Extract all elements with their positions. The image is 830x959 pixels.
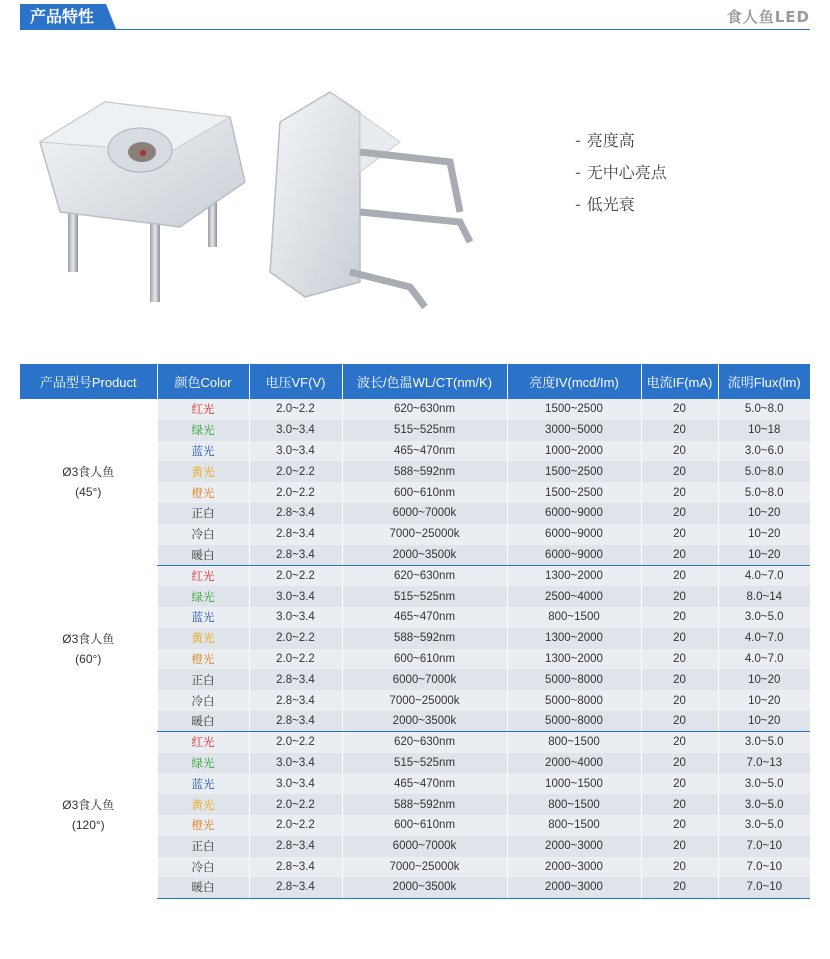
color-cell: 蓝光 bbox=[157, 441, 249, 462]
model-angle: (60°) bbox=[75, 651, 102, 666]
voltage-cell: 2.8~3.4 bbox=[249, 545, 342, 566]
wavelength-cell: 620~630nm bbox=[342, 399, 507, 420]
color-cell: 蓝光 bbox=[157, 607, 249, 628]
flux-cell: 10~20 bbox=[718, 711, 810, 732]
wavelength-cell: 465~470nm bbox=[342, 773, 507, 794]
color-cell: 红光 bbox=[157, 732, 249, 753]
brightness-cell: 2000~3000 bbox=[507, 877, 641, 898]
feature-item bbox=[575, 130, 667, 162]
voltage-cell: 3.0~3.4 bbox=[249, 420, 342, 441]
wavelength-cell: 620~630nm bbox=[342, 565, 507, 586]
flux-cell: 3.0~5.0 bbox=[718, 732, 810, 753]
brand-name: 食人鱼LED bbox=[726, 8, 810, 26]
wavelength-cell: 515~525nm bbox=[342, 420, 507, 441]
flux-cell: 5.0~8.0 bbox=[718, 461, 810, 482]
voltage-cell: 2.8~3.4 bbox=[249, 877, 342, 898]
current-cell: 20 bbox=[641, 399, 718, 420]
brightness-cell: 1000~2000 bbox=[507, 441, 641, 462]
current-cell: 20 bbox=[641, 794, 718, 815]
color-cell: 绿光 bbox=[157, 586, 249, 607]
table-row bbox=[20, 732, 810, 753]
color-cell: 黄光 bbox=[157, 461, 249, 482]
flux-cell: 3.0~5.0 bbox=[718, 773, 810, 794]
voltage-cell: 2.0~2.2 bbox=[249, 461, 342, 482]
brightness-cell: 3000~5000 bbox=[507, 420, 641, 441]
feature-dash: - bbox=[575, 195, 581, 214]
flux-cell: 3.0~6.0 bbox=[718, 441, 810, 462]
current-cell: 20 bbox=[641, 649, 718, 670]
spec-table bbox=[20, 364, 810, 899]
flux-cell: 10~20 bbox=[718, 524, 810, 545]
voltage-cell: 3.0~3.4 bbox=[249, 586, 342, 607]
flux-cell: 10~20 bbox=[718, 503, 810, 524]
flux-cell: 4.0~7.0 bbox=[718, 565, 810, 586]
current-cell: 20 bbox=[641, 545, 718, 566]
feature-item bbox=[575, 162, 667, 194]
color-cell: 红光 bbox=[157, 399, 249, 420]
voltage-cell: 2.0~2.2 bbox=[249, 628, 342, 649]
current-cell: 20 bbox=[641, 669, 718, 690]
voltage-cell: 2.8~3.4 bbox=[249, 836, 342, 857]
model-name: Ø3食人鱼 bbox=[62, 465, 115, 480]
wavelength-cell: 588~592nm bbox=[342, 461, 507, 482]
voltage-cell: 2.0~2.2 bbox=[249, 565, 342, 586]
voltage-cell: 3.0~3.4 bbox=[249, 607, 342, 628]
flux-cell: 7.0~13 bbox=[718, 753, 810, 774]
color-cell: 正白 bbox=[157, 836, 249, 857]
voltage-cell: 2.0~2.2 bbox=[249, 649, 342, 670]
wavelength-cell: 7000~25000k bbox=[342, 857, 507, 878]
col-header-color: 颜色Color bbox=[157, 364, 249, 399]
flux-cell: 3.0~5.0 bbox=[718, 607, 810, 628]
wavelength-cell: 600~610nm bbox=[342, 482, 507, 503]
wavelength-cell: 465~470nm bbox=[342, 441, 507, 462]
table-row bbox=[20, 565, 810, 586]
brightness-cell: 2500~4000 bbox=[507, 586, 641, 607]
col-header-product: 产品型号Product bbox=[20, 364, 157, 399]
brightness-cell: 6000~9000 bbox=[507, 524, 641, 545]
col-header-flux: 流明Flux(lm) bbox=[718, 364, 810, 399]
flux-cell: 5.0~8.0 bbox=[718, 399, 810, 420]
flux-cell: 3.0~5.0 bbox=[718, 815, 810, 836]
flux-cell: 10~18 bbox=[718, 420, 810, 441]
current-cell: 20 bbox=[641, 565, 718, 586]
brightness-cell: 5000~8000 bbox=[507, 690, 641, 711]
brightness-cell: 800~1500 bbox=[507, 732, 641, 753]
table-row bbox=[20, 399, 810, 420]
current-cell: 20 bbox=[641, 773, 718, 794]
model-name: Ø3食人鱼 bbox=[62, 631, 115, 646]
color-cell: 冷白 bbox=[157, 690, 249, 711]
voltage-cell: 2.0~2.2 bbox=[249, 732, 342, 753]
table-body bbox=[20, 399, 810, 898]
flux-cell: 8.0~14 bbox=[718, 586, 810, 607]
model-cell bbox=[20, 732, 157, 898]
flux-cell: 10~20 bbox=[718, 690, 810, 711]
wavelength-cell: 7000~25000k bbox=[342, 690, 507, 711]
voltage-cell: 3.0~3.4 bbox=[249, 773, 342, 794]
current-cell: 20 bbox=[641, 836, 718, 857]
current-cell: 20 bbox=[641, 461, 718, 482]
brightness-cell: 1300~2000 bbox=[507, 649, 641, 670]
color-cell: 蓝光 bbox=[157, 773, 249, 794]
flux-cell: 7.0~10 bbox=[718, 877, 810, 898]
wavelength-cell: 2000~3500k bbox=[342, 877, 507, 898]
flux-cell: 5.0~8.0 bbox=[718, 482, 810, 503]
feature-dash: - bbox=[575, 163, 581, 182]
current-cell: 20 bbox=[641, 503, 718, 524]
voltage-cell: 3.0~3.4 bbox=[249, 441, 342, 462]
color-cell: 暖白 bbox=[157, 545, 249, 566]
brightness-cell: 2000~4000 bbox=[507, 753, 641, 774]
wavelength-cell: 6000~7000k bbox=[342, 503, 507, 524]
wavelength-cell: 465~470nm bbox=[342, 607, 507, 628]
color-cell: 橙光 bbox=[157, 482, 249, 503]
flux-cell: 4.0~7.0 bbox=[718, 628, 810, 649]
current-cell: 20 bbox=[641, 586, 718, 607]
voltage-cell: 2.0~2.2 bbox=[249, 482, 342, 503]
brightness-cell: 800~1500 bbox=[507, 794, 641, 815]
flux-cell: 7.0~10 bbox=[718, 836, 810, 857]
model-angle: (120°) bbox=[71, 817, 105, 832]
voltage-cell: 2.8~3.4 bbox=[249, 857, 342, 878]
current-cell: 20 bbox=[641, 877, 718, 898]
current-cell: 20 bbox=[641, 482, 718, 503]
voltage-cell: 2.0~2.2 bbox=[249, 399, 342, 420]
brightness-cell: 1300~2000 bbox=[507, 565, 641, 586]
brightness-cell: 5000~8000 bbox=[507, 711, 641, 732]
brightness-cell: 1500~2500 bbox=[507, 482, 641, 503]
feature-text: 无中心亮点 bbox=[586, 163, 667, 182]
color-cell: 黄光 bbox=[157, 628, 249, 649]
section-title: 产品特性 bbox=[20, 4, 106, 29]
feature-text: 亮度高 bbox=[586, 131, 635, 150]
col-header-current: 电流IF(mA) bbox=[641, 364, 718, 399]
wavelength-cell: 515~525nm bbox=[342, 753, 507, 774]
current-cell: 20 bbox=[641, 753, 718, 774]
current-cell: 20 bbox=[641, 420, 718, 441]
model-cell bbox=[20, 399, 157, 565]
color-cell: 绿光 bbox=[157, 420, 249, 441]
wavelength-cell: 588~592nm bbox=[342, 794, 507, 815]
current-cell: 20 bbox=[641, 524, 718, 545]
color-cell: 冷白 bbox=[157, 524, 249, 545]
color-cell: 橙光 bbox=[157, 815, 249, 836]
col-header-brightness: 亮度IV(mcd/Im) bbox=[507, 364, 641, 399]
color-cell: 绿光 bbox=[157, 753, 249, 774]
flux-cell: 10~20 bbox=[718, 669, 810, 690]
led-product-image bbox=[30, 82, 500, 317]
color-cell: 红光 bbox=[157, 565, 249, 586]
wavelength-cell: 2000~3500k bbox=[342, 711, 507, 732]
color-cell: 正白 bbox=[157, 669, 249, 690]
col-header-voltage: 电压VF(V) bbox=[249, 364, 342, 399]
col-header-wavelength: 波长/色温WL/CT(nm/K) bbox=[342, 364, 507, 399]
voltage-cell: 2.8~3.4 bbox=[249, 711, 342, 732]
current-cell: 20 bbox=[641, 857, 718, 878]
current-cell: 20 bbox=[641, 732, 718, 753]
wavelength-cell: 588~592nm bbox=[342, 628, 507, 649]
wavelength-cell: 600~610nm bbox=[342, 649, 507, 670]
wavelength-cell: 7000~25000k bbox=[342, 524, 507, 545]
feature-text: 低光衰 bbox=[586, 195, 635, 214]
wavelength-cell: 600~610nm bbox=[342, 815, 507, 836]
flux-cell: 4.0~7.0 bbox=[718, 649, 810, 670]
brightness-cell: 6000~9000 bbox=[507, 503, 641, 524]
model-name: Ø3食人鱼 bbox=[62, 797, 115, 812]
flux-cell: 7.0~10 bbox=[718, 857, 810, 878]
color-cell: 暖白 bbox=[157, 877, 249, 898]
brightness-cell: 1000~1500 bbox=[507, 773, 641, 794]
brightness-cell: 1300~2000 bbox=[507, 628, 641, 649]
voltage-cell: 2.0~2.2 bbox=[249, 815, 342, 836]
flux-cell: 3.0~5.0 bbox=[718, 794, 810, 815]
color-cell: 冷白 bbox=[157, 857, 249, 878]
table-header-row bbox=[20, 364, 810, 399]
section-header bbox=[20, 4, 810, 30]
brightness-cell: 5000~8000 bbox=[507, 669, 641, 690]
model-angle: (45°) bbox=[75, 485, 102, 500]
current-cell: 20 bbox=[641, 441, 718, 462]
brightness-cell: 800~1500 bbox=[507, 815, 641, 836]
voltage-cell: 2.8~3.4 bbox=[249, 524, 342, 545]
color-cell: 黄光 bbox=[157, 794, 249, 815]
brightness-cell: 1500~2500 bbox=[507, 461, 641, 482]
voltage-cell: 2.8~3.4 bbox=[249, 503, 342, 524]
feature-dash: - bbox=[575, 131, 581, 150]
brightness-cell: 1500~2500 bbox=[507, 399, 641, 420]
brightness-cell: 800~1500 bbox=[507, 607, 641, 628]
wavelength-cell: 6000~7000k bbox=[342, 669, 507, 690]
current-cell: 20 bbox=[641, 690, 718, 711]
model-cell bbox=[20, 565, 157, 731]
voltage-cell: 2.8~3.4 bbox=[249, 669, 342, 690]
wavelength-cell: 2000~3500k bbox=[342, 545, 507, 566]
voltage-cell: 2.8~3.4 bbox=[249, 690, 342, 711]
brightness-cell: 6000~9000 bbox=[507, 545, 641, 566]
wavelength-cell: 620~630nm bbox=[342, 732, 507, 753]
current-cell: 20 bbox=[641, 607, 718, 628]
color-cell: 正白 bbox=[157, 503, 249, 524]
color-cell: 橙光 bbox=[157, 649, 249, 670]
wavelength-cell: 515~525nm bbox=[342, 586, 507, 607]
current-cell: 20 bbox=[641, 815, 718, 836]
voltage-cell: 3.0~3.4 bbox=[249, 753, 342, 774]
color-cell: 暖白 bbox=[157, 711, 249, 732]
feature-item bbox=[575, 194, 667, 226]
current-cell: 20 bbox=[641, 628, 718, 649]
feature-list bbox=[575, 130, 667, 226]
brightness-cell: 2000~3000 bbox=[507, 836, 641, 857]
voltage-cell: 2.0~2.2 bbox=[249, 794, 342, 815]
brightness-cell: 2000~3000 bbox=[507, 857, 641, 878]
wavelength-cell: 6000~7000k bbox=[342, 836, 507, 857]
flux-cell: 10~20 bbox=[718, 545, 810, 566]
current-cell: 20 bbox=[641, 711, 718, 732]
